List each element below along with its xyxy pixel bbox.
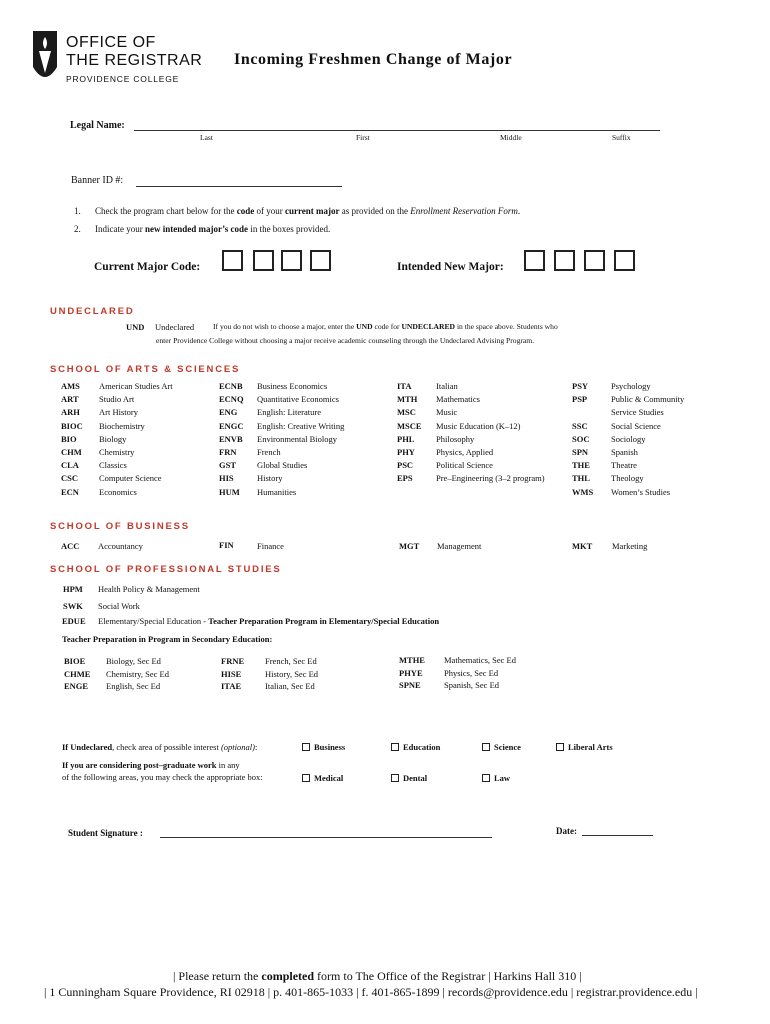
program-name: Pre–Engineering (3–2 program) (436, 473, 545, 484)
current-major-box-4[interactable] (310, 250, 331, 271)
program-code: PHY (397, 447, 415, 458)
program-name: Studio Art (99, 394, 135, 405)
program-name: Political Science (436, 460, 493, 471)
postgrad-medical-option[interactable]: Medical (302, 773, 343, 783)
program-name: Music Education (K–12) (436, 420, 521, 431)
intended-major-box-4[interactable] (614, 250, 635, 271)
arts-col4-names (611, 380, 684, 499)
program-code: MTH (397, 394, 418, 405)
program-name: English: Literature (257, 407, 321, 418)
program-code: BIOC (61, 420, 83, 431)
secondary-col2-codes (221, 655, 244, 693)
program-name: English: Creative Writing (257, 420, 345, 431)
date-label: Date: (556, 826, 577, 836)
prof-name-edue: Elementary/Special Education - Teacher Preparation Program in Elementary/Special Education (98, 616, 440, 626)
program-code: THL (572, 473, 590, 484)
program-name: Sociology (611, 433, 646, 444)
program-name: Classics (99, 460, 127, 471)
professional-studies-heading: SCHOOL OF PROFESSIONAL STUDIES (50, 564, 282, 575)
medical-checkbox[interactable] (302, 774, 310, 782)
program-name: Public & Community (611, 394, 685, 405)
program-name: Biochemistry (99, 420, 145, 431)
interest-business-option[interactable]: Business (302, 742, 345, 752)
form-title: Incoming Freshmen Change of Major (234, 51, 513, 68)
legal-name-last-caption: Last (200, 133, 213, 142)
program-name: French, Sec Ed (265, 656, 317, 666)
current-major-box-1[interactable] (222, 250, 243, 271)
program-name: American Studies Art (99, 381, 173, 391)
interest-science-option[interactable]: Science (482, 742, 521, 752)
postgrad-prompt-line-2: of the following areas, you may check the appropriate box: (62, 772, 263, 782)
program-code: PSP (572, 394, 588, 405)
business-code-mgt: MGT (399, 541, 420, 551)
program-code: SSC (572, 420, 588, 431)
program-code: CSC (61, 473, 79, 484)
secondary-col2-names (265, 655, 318, 693)
program-name: Biology (99, 433, 127, 444)
program-name: Chemistry (99, 447, 135, 458)
business-name-mkt: Marketing (612, 541, 648, 551)
liberal-arts-checkbox[interactable] (556, 743, 564, 751)
legal-name-suffix-caption: Suffix (612, 133, 631, 142)
instruction-2-number: 2. (74, 224, 81, 234)
legal-name-label: Legal Name: (70, 120, 125, 131)
business-name-acc: Accountancy (98, 541, 143, 551)
program-code: PSC (397, 460, 414, 471)
program-code: EPS (397, 473, 413, 484)
program-name: Theatre (611, 460, 637, 471)
program-code: ARH (61, 407, 80, 418)
current-major-box-3[interactable] (281, 250, 302, 271)
business-code-acc: ACC (61, 541, 80, 551)
program-name: Mathematics (436, 394, 480, 405)
undeclared-note-line-2: enter Providence College without choosing a major receive academic counseling through the Undeclared Advising Program. (156, 336, 535, 345)
program-name: Quantitative Economics (257, 394, 339, 405)
logo-line-3: PROVIDENCE COLLEGE (66, 74, 180, 84)
program-code: BIO (61, 433, 77, 444)
program-name: Humanities (257, 486, 297, 497)
program-code: PHYE (399, 667, 423, 678)
intended-major-box-1[interactable] (524, 250, 545, 271)
program-code: SPNE (399, 680, 421, 690)
program-name: Art History (99, 407, 138, 418)
program-code: ENGC (219, 420, 244, 431)
arts-col1-codes (61, 380, 83, 499)
program-code: ART (61, 394, 79, 405)
undeclared-interest-prompt: If Undeclared, check area of possible interest (optional): (62, 742, 258, 752)
program-code: ITA (397, 381, 412, 391)
legal-name-first-caption: First (356, 133, 370, 142)
program-code: HUM (219, 486, 240, 497)
program-name: French (257, 447, 281, 458)
science-checkbox[interactable] (482, 743, 490, 751)
instruction-2: Indicate your new intended major’s code in the boxes provided. (95, 224, 331, 234)
interest-liberal-arts-option[interactable]: Liberal Arts (556, 742, 613, 752)
intended-major-label: Intended New Major: (397, 261, 504, 273)
arts-col3-names (436, 380, 545, 486)
secondary-col3-names (444, 654, 516, 692)
law-checkbox[interactable] (482, 774, 490, 782)
program-name: Mathematics, Sec Ed (444, 655, 516, 665)
program-code: FRNE (221, 656, 245, 666)
program-name: Service Studies (611, 407, 664, 418)
program-name: Music (436, 407, 458, 418)
program-code: THE (572, 460, 590, 471)
program-code: ENVB (219, 433, 243, 444)
program-name: Economics (99, 486, 137, 497)
postgrad-dental-option[interactable]: Dental (391, 773, 427, 783)
program-name: Italian, Sec Ed (265, 681, 315, 691)
secondary-col1-names (106, 655, 169, 693)
program-name: English, Sec Ed (106, 681, 161, 691)
arts-col1-names (99, 380, 173, 499)
logo-line-2: THE REGISTRAR (66, 52, 203, 69)
arts-col2-codes (219, 380, 244, 499)
program-name: History, Sec Ed (265, 668, 319, 679)
intended-major-box-2[interactable] (554, 250, 575, 271)
program-code: ITAE (221, 681, 242, 691)
instruction-1-number: 1. (74, 206, 81, 216)
business-name-mgt: Management (437, 541, 482, 551)
banner-id-label: Banner ID #: (71, 175, 124, 186)
secondary-col1-codes (64, 655, 90, 693)
program-code: PSY (572, 381, 589, 391)
arts-col3-codes (397, 380, 422, 486)
undeclared-code: UND (126, 322, 145, 332)
business-name-fin: Finance (257, 541, 284, 551)
postgrad-law-option[interactable]: Law (482, 773, 510, 783)
program-name: Physics, Applied (436, 447, 494, 458)
program-name: Italian (436, 381, 458, 391)
program-code: MTHE (399, 655, 425, 665)
current-major-label: Current Major Code: (94, 261, 201, 273)
undeclared-note-line-1: If you do not wish to choose a major, enter the UND code for UNDECLARED in the space above. Students who (213, 322, 558, 331)
undeclared-name: Undeclared (155, 322, 195, 332)
program-code: MSC (397, 407, 416, 418)
program-name: Business Economics (257, 381, 328, 391)
registrar-logo (30, 27, 205, 89)
program-name: Social Science (611, 420, 661, 431)
postgrad-prompt-line-1: If you are considering post–graduate work in any (62, 760, 240, 770)
program-name: Global Studies (257, 460, 308, 471)
program-code: HIS (219, 473, 234, 484)
interest-education-option[interactable]: Education (391, 742, 440, 752)
program-code: PHL (397, 433, 415, 444)
program-code: CHM (61, 447, 82, 458)
program-name: Spanish (611, 447, 638, 458)
footer-line-1: | Please return the completed form to The Office of the Registrar | Harkins Hall 310 | (173, 969, 582, 983)
secondary-education-heading: Teacher Preparation in Program in Secondary Education: (62, 634, 273, 644)
business-checkbox[interactable] (302, 743, 310, 751)
secondary-col3-codes (399, 654, 425, 692)
student-signature-label: Student Signature : (68, 828, 143, 838)
legal-name-field[interactable] (134, 130, 660, 131)
program-code: CLA (61, 460, 79, 471)
date-field[interactable] (582, 835, 653, 836)
undeclared-heading: UNDECLARED (50, 306, 135, 317)
program-code: MSCE (397, 420, 422, 431)
program-name: Environmental Biology (257, 433, 338, 444)
program-code: ECNQ (219, 394, 244, 405)
program-name: Psychology (611, 381, 651, 391)
program-code: ECN (61, 486, 79, 497)
banner-id-field[interactable] (136, 186, 342, 187)
current-major-box-2[interactable] (253, 250, 274, 271)
prof-code-hpm: HPM (63, 584, 83, 594)
program-code: FRN (219, 447, 237, 458)
arts-sciences-heading: SCHOOL OF ARTS & SCIENCES (50, 364, 241, 375)
intended-major-box-3[interactable] (584, 250, 605, 271)
program-code: ENG (219, 407, 238, 418)
program-name: Theology (611, 473, 644, 484)
program-name: Spanish, Sec Ed (444, 680, 500, 690)
education-checkbox[interactable] (391, 743, 399, 751)
program-name: Philosophy (436, 433, 475, 444)
program-code: AMS (61, 381, 80, 391)
arts-col2-names (257, 380, 344, 499)
logo-line-1: OFFICE OF (66, 34, 156, 51)
program-code: HISE (221, 668, 242, 679)
program-code: BIOE (64, 656, 86, 666)
prof-name-swk: Social Work (98, 601, 140, 611)
program-name: Physics, Sec Ed (444, 667, 499, 678)
dental-checkbox[interactable] (391, 774, 399, 782)
program-name: Chemistry, Sec Ed (106, 668, 169, 679)
student-signature-field[interactable] (160, 837, 492, 838)
business-heading: SCHOOL OF BUSINESS (50, 521, 190, 532)
program-name: Women’s Studies (611, 486, 671, 497)
prof-name-hpm: Health Policy & Management (98, 584, 200, 594)
program-code: ENGE (64, 681, 89, 691)
footer-line-2: | 1 Cunningham Square Providence, RI 02918 | p. 401-865-1033 | f. 401-865-1899 | records@providence.edu | registrar.providence.edu | (44, 985, 698, 999)
business-code-mkt: MKT (572, 541, 593, 551)
program-code: SPN (572, 447, 589, 458)
program-code (572, 406, 593, 419)
business-code-fin: FIN (219, 540, 234, 550)
program-name: Computer Science (99, 473, 162, 484)
program-code: SOC (572, 433, 590, 444)
college-seal-icon (30, 27, 60, 89)
program-name: Biology, Sec Ed (106, 656, 161, 666)
instruction-1: Check the program chart below for the code of your current major as provided on the Enrollment Reservation Form. (95, 206, 521, 216)
program-code: ECNB (219, 381, 243, 391)
program-code: CHME (64, 668, 91, 679)
program-code: WMS (572, 486, 594, 497)
prof-code-swk: SWK (63, 601, 83, 611)
program-code: GST (219, 460, 237, 471)
prof-code-edue: EDUE (62, 616, 86, 626)
arts-col4-codes (572, 380, 593, 499)
legal-name-middle-caption: Middle (500, 133, 522, 142)
program-name: History (257, 473, 283, 484)
